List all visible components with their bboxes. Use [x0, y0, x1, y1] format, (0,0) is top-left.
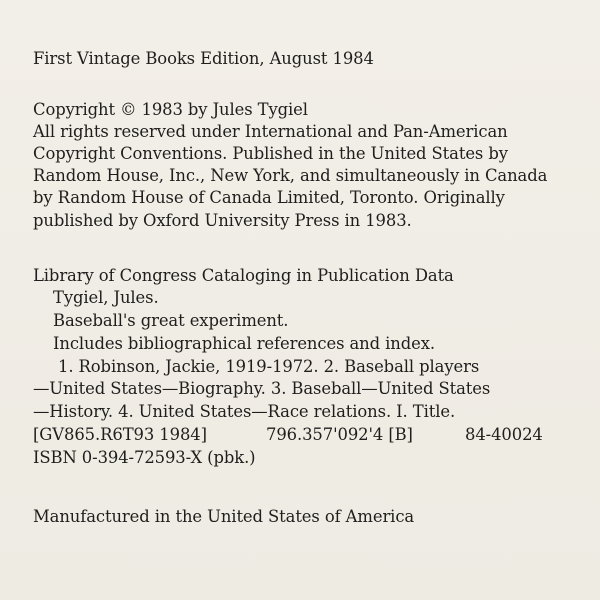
cip-includes: Includes bibliographical references and index.: [53, 334, 435, 353]
cip-subject-line: —United States—Biography. 3. Baseball—United States: [33, 379, 491, 398]
cip-title: Baseball's great experiment.: [53, 311, 289, 330]
edition-statement: First Vintage Books Edition, August 1984: [33, 49, 374, 68]
isbn: ISBN 0-394-72593-X (pbk.): [33, 448, 256, 467]
cip-subject-line: 1. Robinson, Jackie, 1919-1972. 2. Baseball players: [58, 357, 480, 376]
manufactured-statement: Manufactured in the United States of America: [33, 507, 415, 526]
cip-subject-line: —History. 4. United States—Race relations. I. Title.: [33, 402, 456, 421]
call-number: [GV865.R6T93 1984]: [33, 425, 207, 444]
rights-line: Random House, Inc., New York, and simultaneously in Canada: [33, 166, 548, 185]
rights-line: by Random House of Canada Limited, Toronto. Originally: [33, 188, 505, 207]
rights-line: Copyright Conventions. Published in the United States by: [33, 144, 508, 163]
lccn-number: 84-40024: [465, 425, 543, 444]
dewey-number: 796.357'092'4 [B]: [266, 425, 413, 444]
cip-author: Tygiel, Jules.: [53, 288, 159, 307]
rights-line: published by Oxford University Press in 1983.: [33, 211, 412, 230]
rights-line: All rights reserved under International and Pan-American: [33, 122, 508, 141]
copyright-line: Copyright © 1983 by Jules Tygiel: [33, 100, 308, 119]
cip-header: Library of Congress Cataloging in Publication Data: [33, 266, 454, 285]
